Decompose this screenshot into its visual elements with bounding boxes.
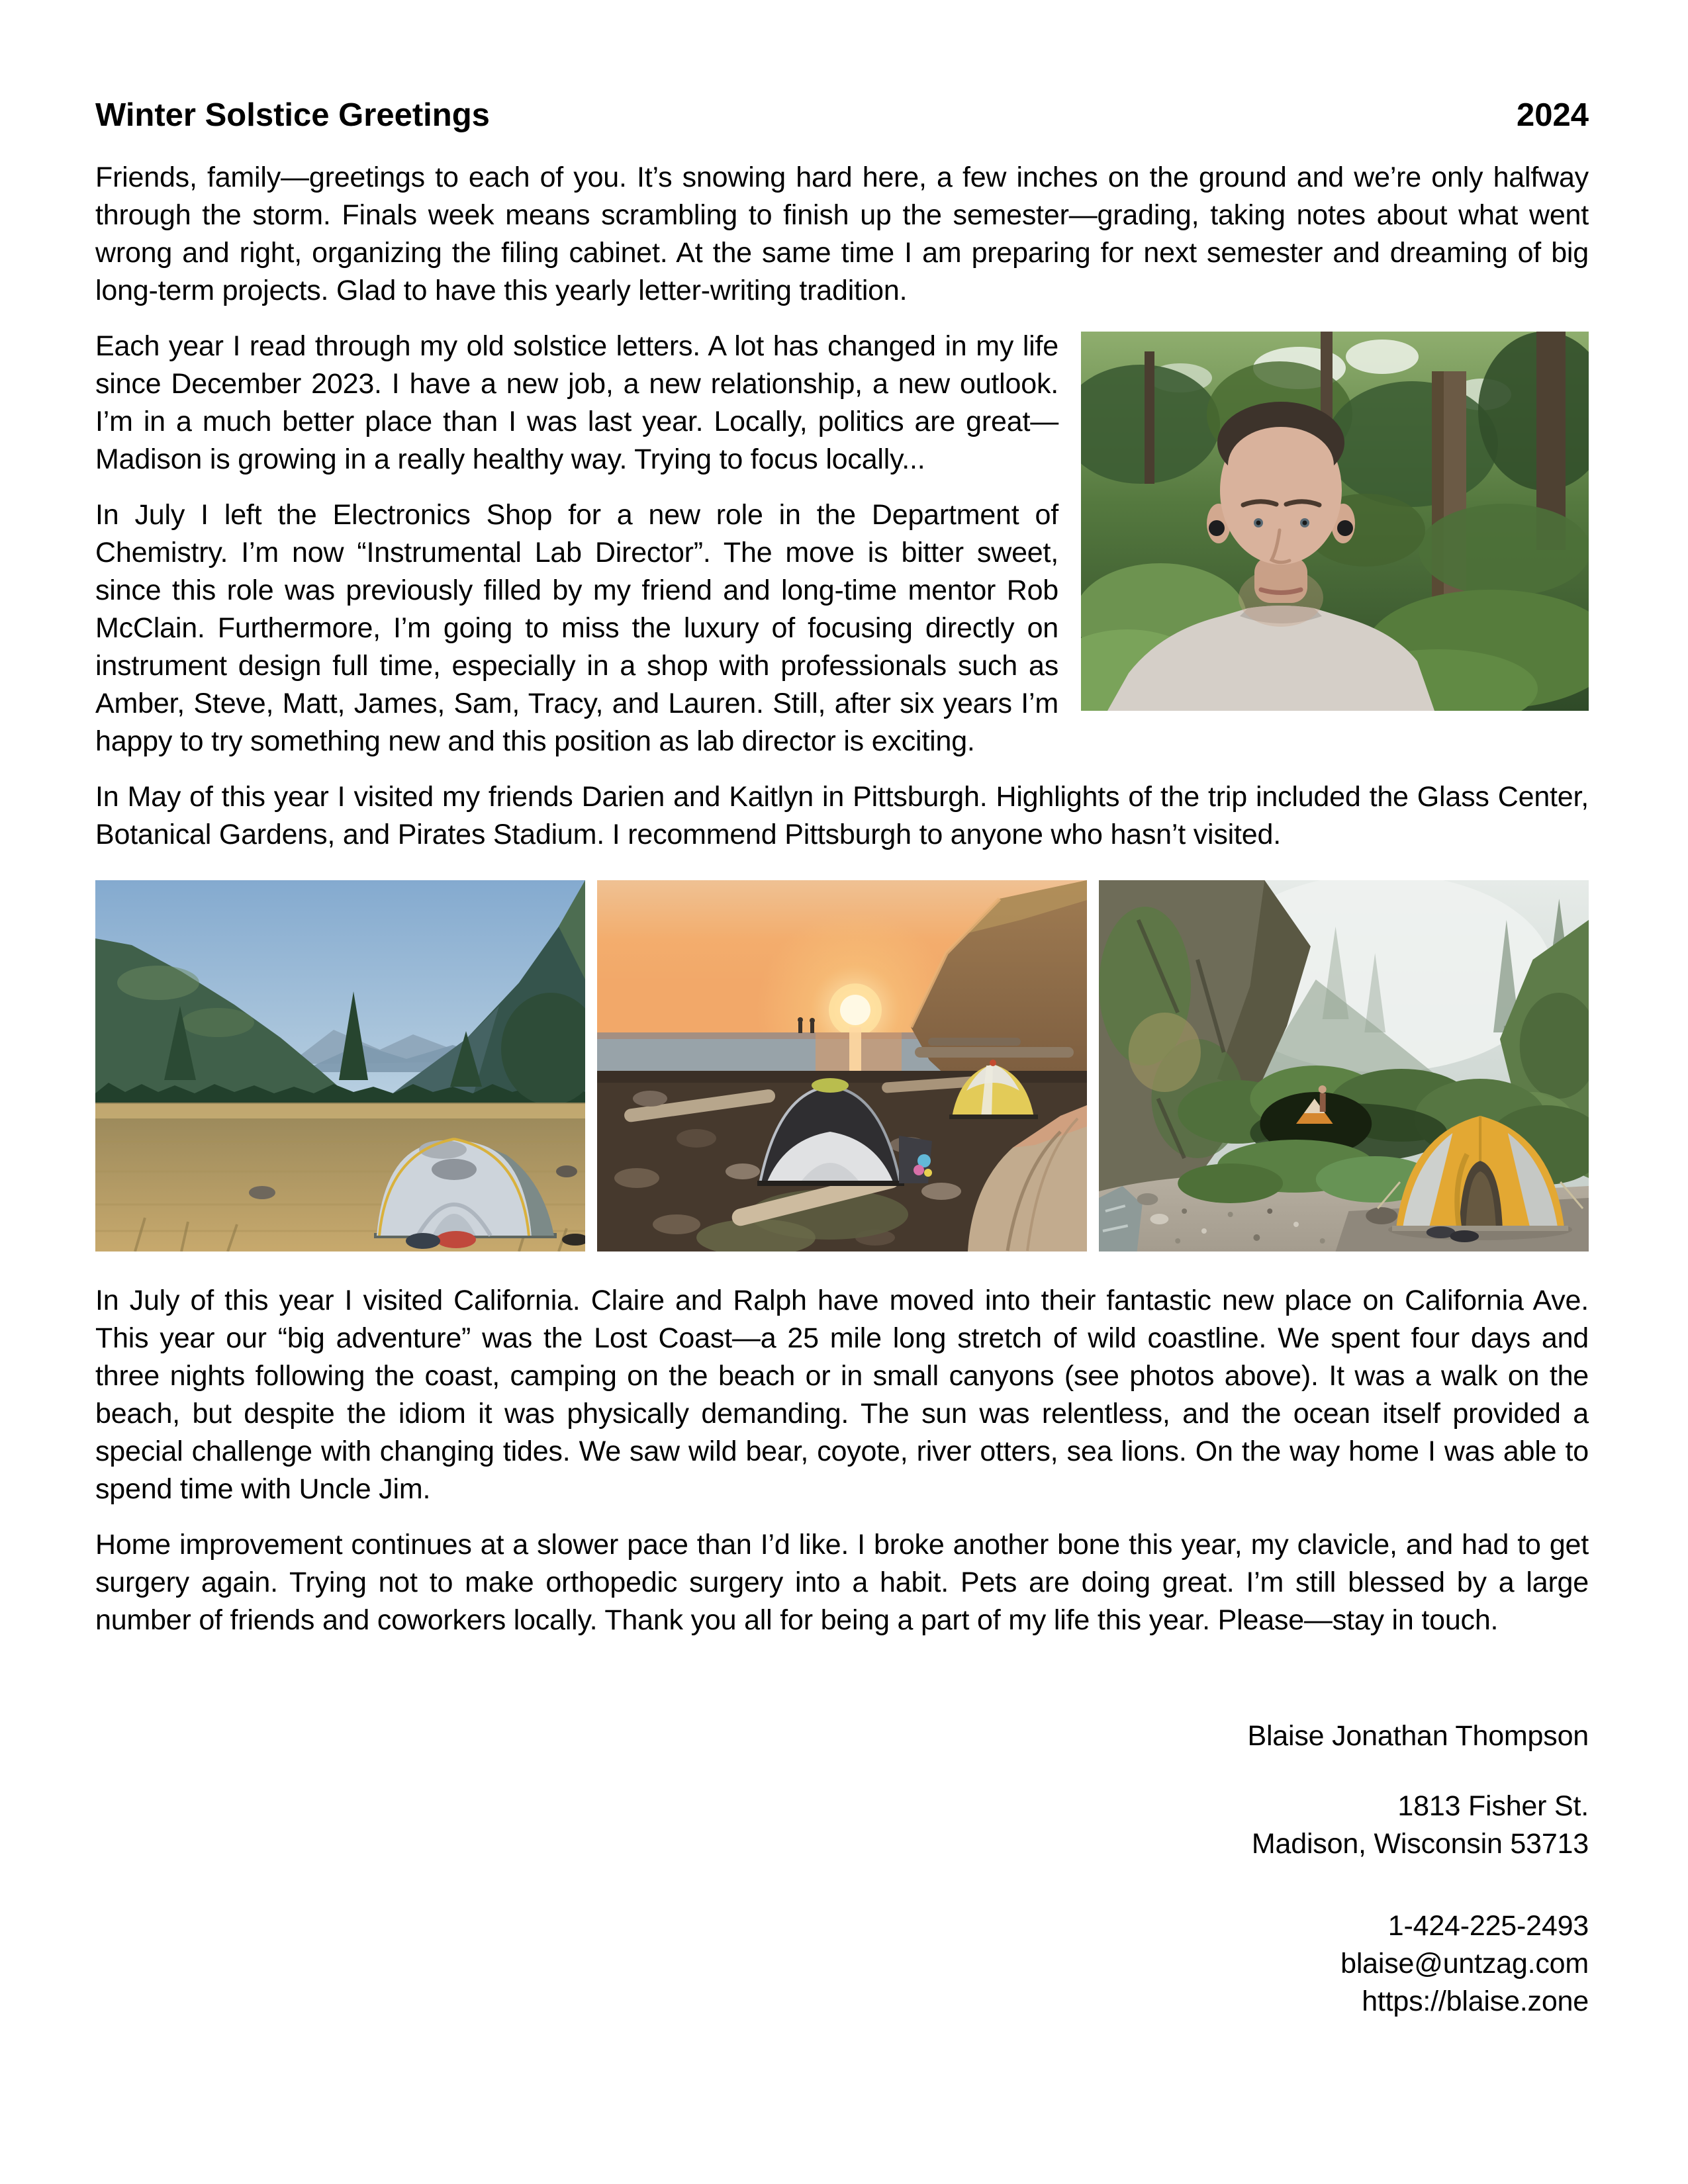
signature-phone: 1-424-225-2493 (1387, 1910, 1589, 1942)
signature-spacer (95, 1863, 1589, 1907)
photo-beach-sunset-tents (597, 880, 1087, 1251)
photo-meadow-tent (95, 880, 585, 1251)
beach-sunset-image (597, 880, 1087, 1251)
signature-address-line2: Madison, Wisconsin 53713 (1251, 1828, 1589, 1860)
paragraph-home: Home improvement continues at a slower pace than I’d like. I broke another bone this year, my clavicle, and had to get surgery again. Trying not to make orthopedic surgery into a habit. Pets are doing great. I’m still blessed by a large number of friends and coworkers locally. Thank you all for being a part of my life this year. Please—stay in touch. (95, 1529, 1589, 1636)
paragraph-new-job: In July I left the Electronics Shop for a new role in the Department of Chemistry. I’m now “Instrumental Lab Director”. The move is bitter sweet, since this role was previously filled by my friend and long-time mentor Rob McClain. Furthermore, I’m going to miss the luxury of focusing directly on instrument design full time, especially in a shop with professionals such as Amber, Steve, Matt, James, Sam, Tracy, and Lauren. Still, after six years I’m happy to try something new and this position as lab director is exciting. (95, 499, 1058, 757)
paragraph-california: In July of this year I visited California. Claire and Ralph have moved into their fantastic new place on California Ave. This year our “big adventure” was the Lost Coast—a 25 mile long stretch of wild coastline. We spent four days and three nights following the coast, camping on the beach or in small canyons (see photos above). It was a walk on the beach, but despite the idiom it was physically demanding. The sun was relentless, and the ocean itself provided a special challenge with changing tides. We saw wild bear, coyote, river otters, sea lions. On the way home I was able to spend time with Uncle Jim. (95, 1285, 1589, 1505)
letter-header (95, 97, 1589, 134)
paragraph-pittsburgh: In May of this year I visited my friends Darien and Kaitlyn in Pittsburgh. Highlights of the trip included the Glass Center, Botanical Gardens, and Pirates Stadium. I recommend Pittsburgh to anyone who hasn’t visited. (95, 781, 1589, 850)
signature-address-line1: 1813 Fisher St. (1397, 1790, 1589, 1822)
meadow-tent-image (95, 880, 585, 1251)
photo-row (95, 880, 1589, 1251)
foggy-canyon-image (1099, 880, 1589, 1251)
letter-year: 2024 (1516, 97, 1589, 133)
selfie-section (95, 328, 1589, 778)
photo-foggy-canyon-tent (1099, 880, 1589, 1251)
paragraph-solstice-letters: Each year I read through my old solstice letters. A lot has changed in my life since December 2023. I have a new job, a new relationship, a new outlook. I’m in a much better place than I was last year. Locally, politics are great—Madison is growing in a really healthy way. Trying to focus locally... (95, 330, 1058, 475)
selfie-photo (1081, 332, 1589, 711)
signature-spacer (95, 1755, 1589, 1788)
paragraph-intro: Friends, family—greetings to each of you. It’s snowing hard here, a few inches on the ground and we’re only halfway through the storm. Finals week means scrambling to finish up the semester—grading, taking notes about what went wrong and right, organizing the filing cabinet. At the same time I am preparing for next semester and dreaming of big long-term projects. Glad to have this yearly letter-writing tradition. (95, 161, 1589, 306)
signature-email: blaise@untzag.com (1340, 1948, 1589, 1979)
signature-block (95, 1717, 1589, 2021)
page-title: Winter Solstice Greetings (95, 97, 490, 133)
forest-selfie-image (1081, 332, 1589, 711)
signature-website: https://blaise.zone (1362, 1985, 1589, 2017)
signature-name: Blaise Jonathan Thompson (1247, 1720, 1589, 1752)
